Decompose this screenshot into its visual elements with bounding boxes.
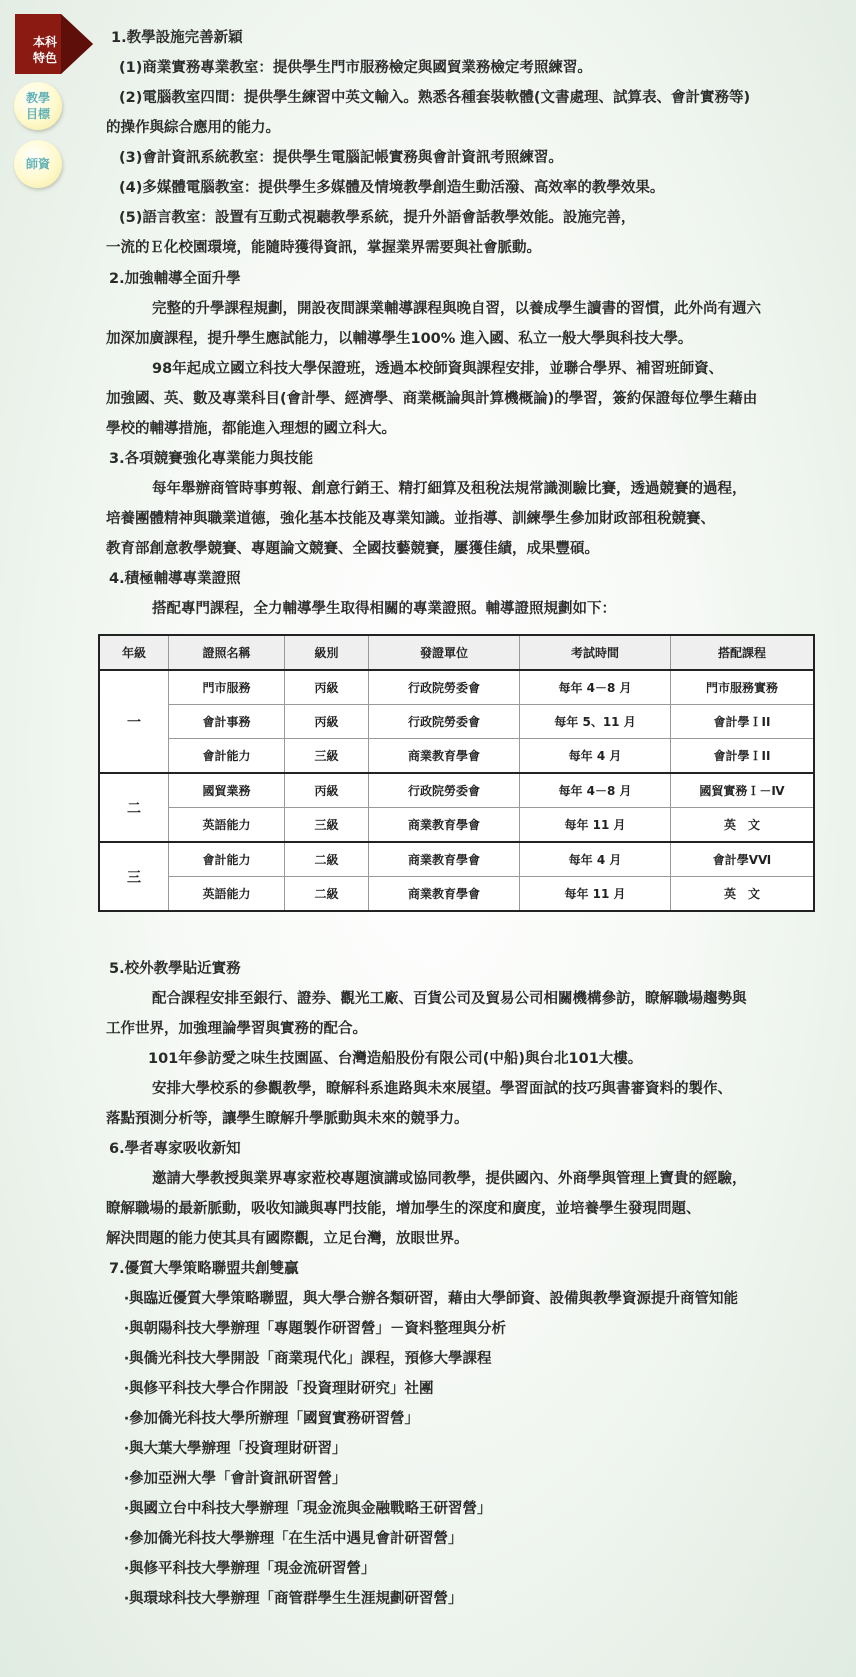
section-heading: 6.學者專家吸收新知 (109, 1141, 241, 1157)
text-line: (3)會計資訊系統教室：提供學生電腦記帳實務與會計資訊考照練習。 (119, 150, 563, 166)
cell: 會計學ＩII (671, 739, 815, 774)
certification-table (98, 634, 815, 912)
text-line: 邀請大學教授與業界專家蒞校專題演講或協同教學，提供國內、外商學與管理上寶貴的經驗， (152, 1171, 747, 1187)
cell: 國貿業務 (169, 773, 285, 808)
cell: 門市服務實務 (671, 670, 815, 705)
table-row (99, 773, 814, 808)
list-item: ‧參加亞洲大學「會計資訊研習營」 (124, 1471, 347, 1487)
cell: 會計學ⅤⅥ (671, 842, 815, 877)
year-cell: 二 (99, 773, 169, 842)
table-row (99, 877, 814, 912)
col-header: 搭配課程 (671, 635, 815, 670)
list-item: ‧與僑光科技大學開設「商業現代化」課程，預修大學課程 (124, 1351, 492, 1367)
nav-item-teachers[interactable] (14, 140, 62, 188)
cell: 行政院勞委會 (369, 773, 520, 808)
cell: 商業教育學會 (369, 877, 520, 912)
cell: 行政院勞委會 (369, 670, 520, 705)
cell: 三級 (285, 808, 369, 843)
text-line: 完整的升學課程規劃，開設夜間課業輔導課程與晚自習，以養成學生讀書的習慣，此外尚有週六 (152, 301, 761, 317)
text-line: 加深加廣課程，提升學生應試能力，以輔導學生100% 進入國、私立一般大學與科技大學。 (106, 331, 693, 347)
text-line: 解決問題的能力使其具有國際觀，立足台灣，放眼世界。 (106, 1231, 469, 1247)
section-heading: 7.優質大學策略聯盟共創雙贏 (109, 1261, 299, 1277)
nav-item-features[interactable] (15, 14, 93, 74)
cell: 英語能力 (169, 877, 285, 912)
nav-item-features-label: 本科 特色 (32, 35, 57, 65)
cell: 丙級 (285, 670, 369, 705)
text-line: 的操作與綜合應用的能力。 (106, 120, 280, 136)
col-header: 考試時間 (520, 635, 671, 670)
list-item: ‧與修平科技大學辦理「現金流研習營」 (124, 1561, 376, 1577)
col-header: 證照名稱 (169, 635, 285, 670)
text-line: (2)電腦教室四間：提供學生練習中英文輸入。熟悉各種套裝軟體(文書處理、試算表、會計實務等) (119, 90, 751, 106)
list-item: ‧與國立台中科技大學辦理「現金流與金融戰略王研習營」 (124, 1501, 492, 1517)
cell: 每年 4 月 (520, 842, 671, 877)
table-row (99, 705, 814, 739)
section-heading: 4.積極輔導專業證照 (109, 571, 241, 587)
cell: 每年 4－8 月 (520, 670, 671, 705)
cell: 丙級 (285, 773, 369, 808)
text-line: 101年參訪愛之味生技園區、台灣造船股份有限公司(中船)與台北101大樓。 (148, 1051, 643, 1067)
col-header: 年級 (99, 635, 169, 670)
text-line: 教育部創意教學競賽、專題論文競賽、全國技藝競賽，屢獲佳績，成果豐碩。 (106, 541, 599, 557)
col-header: 發證單位 (369, 635, 520, 670)
section-heading: 3.各項競賽強化專業能力與技能 (109, 451, 314, 467)
cell: 英 文 (671, 877, 815, 912)
cell: 國貿實務Ｉ－Ⅳ (671, 773, 815, 808)
cell: 丙級 (285, 705, 369, 739)
cell: 三級 (285, 739, 369, 774)
text-line: 配合課程安排至銀行、證券、觀光工廠、百貨公司及貿易公司相關機構參訪，瞭解職場趨勢與 (152, 991, 747, 1007)
section-heading: 1.教學設施完善新穎 (111, 30, 243, 46)
cell: 行政院勞委會 (369, 705, 520, 739)
cell: 會計能力 (169, 739, 285, 774)
cell: 二級 (285, 842, 369, 877)
text-line: 安排大學校系的參觀教學，瞭解科系進路與未來展望。學習面試的技巧與書審資料的製作、 (152, 1081, 732, 1097)
cell: 每年 4－8 月 (520, 773, 671, 808)
list-item: ‧與環球科技大學辦理「商管群學生生涯規劃研習營」 (124, 1591, 463, 1607)
text-line: 培養團體精神與職業道德，強化基本技能及專業知識。並指導、訓練學生參加財政部租稅競賽、 (106, 511, 715, 527)
cell: 商業教育學會 (369, 739, 520, 774)
table-row (99, 670, 814, 705)
section-heading: 2.加強輔導全面升學 (109, 271, 241, 287)
col-header: 級別 (285, 635, 369, 670)
table-row (99, 739, 814, 774)
text-line: 學校的輔導措施，都能進入理想的國立科大。 (106, 421, 396, 437)
cell: 會計事務 (169, 705, 285, 739)
cell: 每年 11 月 (520, 808, 671, 843)
list-item: ‧與朝陽科技大學辦理「專題製作研習營」－資料整理與分析 (124, 1321, 507, 1337)
cell: 二級 (285, 877, 369, 912)
table-row (99, 808, 814, 843)
cell: 每年 5、11 月 (520, 705, 671, 739)
cell: 商業教育學會 (369, 842, 520, 877)
cell: 英 文 (671, 808, 815, 843)
list-item: ‧與修平科技大學合作開設「投資理財研究」社團 (124, 1381, 434, 1397)
list-item: ‧與大葉大學辦理「投資理財研習」 (124, 1441, 347, 1457)
list-item: ‧參加僑光科技大學辦理「在生活中遇見會計研習營」 (124, 1531, 463, 1547)
section-heading: 5.校外教學貼近實務 (109, 961, 241, 977)
cell: 會計能力 (169, 842, 285, 877)
table-header-row (99, 635, 814, 670)
cell: 門市服務 (169, 670, 285, 705)
cell: 商業教育學會 (369, 808, 520, 843)
nav-item-goals[interactable] (14, 82, 62, 130)
text-line: (5)語言教室：設置有互動式視聽教學系統，提升外語會話教學效能。設施完善， (119, 210, 636, 226)
text-line: 每年舉辦商管時事剪報、創意行銷王、精打細算及租稅法規常識測驗比賽，透過競賽的過程， (152, 481, 747, 497)
text-line: 瞭解職場的最新脈動，吸收知識與專門技能，增加學生的深度和廣度，並培養學生發現問題、 (106, 1201, 701, 1217)
cell: 每年 4 月 (520, 739, 671, 774)
list-item: ‧與臨近優質大學策略聯盟，與大學合辦各類研習，藉由大學師資、設備與教學資源提升商管知能 (124, 1291, 739, 1307)
text-line: 落點預測分析等，讓學生瞭解升學脈動與未來的競爭力。 (106, 1111, 469, 1127)
text-line: 98年起成立國立科技大學保證班，透過本校師資與課程安排，並聯合學界、補習班師資、 (152, 361, 724, 377)
nav-item-goals-label: 教學目標 (25, 91, 50, 121)
table-row (99, 842, 814, 877)
year-cell: 一 (99, 670, 169, 773)
cell: 每年 11 月 (520, 877, 671, 912)
text-line: 搭配專門課程，全力輔導學生取得相關的專業證照。輔導證照規劃如下： (152, 601, 616, 617)
nav-item-teachers-label: 師資 (25, 157, 50, 171)
text-line: 一流的Ｅ化校園環境，能隨時獲得資訊，掌握業界需要與社會脈動。 (106, 240, 541, 256)
list-item: ‧參加僑光科技大學所辦理「國貿實務研習營」 (124, 1411, 420, 1427)
text-line: (4)多媒體電腦教室：提供學生多媒體及情境教學創造生動活潑、高效率的教學效果。 (119, 180, 665, 196)
text-line: (1)商業實務專業教室：提供學生門市服務檢定與國貿業務檢定考照練習。 (119, 60, 592, 76)
cell: 英語能力 (169, 808, 285, 843)
cell: 會計學ＩII (671, 705, 815, 739)
text-line: 加強國、英、數及專業科目(會計學、經濟學、商業概論與計算機概論)的學習，簽約保證每位學生藉由 (106, 391, 758, 407)
year-cell: 三 (99, 842, 169, 911)
text-line: 工作世界，加強理論學習與實務的配合。 (106, 1021, 367, 1037)
